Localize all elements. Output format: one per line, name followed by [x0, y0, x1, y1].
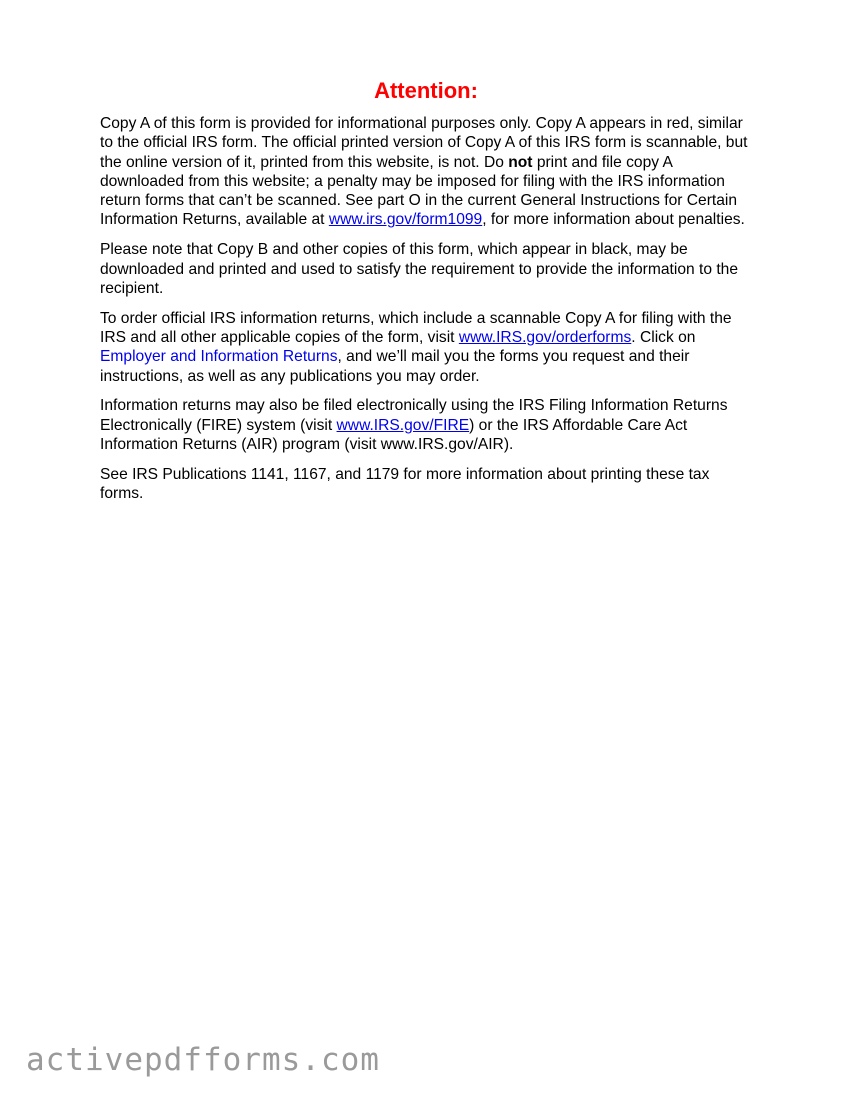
paragraph-order-forms [100, 309, 752, 386]
p1-text-a: Copy A of this form is provided for informational purposes only. Copy A appears in red, similar to the official IRS form. The official printed version of Copy A of this IRS form is scannable, but the online version of it, printed from this website, is not. Do [100, 115, 748, 171]
page-title: Attention: [374, 78, 478, 103]
p1-text-end: , for more information about penalties. [482, 211, 745, 229]
p3-text-end: , and we’ll mail you the forms you request and their instructions, as well as any publications you may order. [100, 348, 690, 385]
paragraph-electronic-filing [100, 396, 752, 454]
paragraph-copy-a-notice [100, 114, 752, 230]
p1-text-b: print and file copy A downloaded from this website; a penalty may be imposed for filing with the IRS information return forms that can’t be scanned. See part O in the current General Instructions for Certain Information Returns, available at [100, 153, 738, 229]
p1-bold-not: not [508, 153, 533, 171]
paragraph-publications: See IRS Publications 1141, 1167, and 1179 for more information about printing these tax forms. [100, 465, 710, 503]
p3-text-mid: . Click on [631, 328, 696, 346]
p3-text-a: To order official IRS information returns, which include a scannable Copy A for filing with the IRS and all other applicable copies of the form, visit [100, 309, 732, 346]
p4-text-a: Information returns may also be filed electronically using the IRS Filing Information Returns Electronically (FIRE) system (visit [100, 397, 728, 434]
notice-body [100, 114, 752, 514]
form1099-link[interactable]: www.irs.gov/form1099 [328, 211, 483, 229]
fire-link[interactable]: www.IRS.gov/FIRE [336, 416, 470, 434]
p4-text-end: ) or the IRS Affordable Care Act Information Returns (AIR) program (visit www.IRS.gov/AIR). [100, 416, 688, 453]
paragraph-copy-b-note: Please note that Copy B and other copies of this form, which appear in black, may be downloaded and printed and used to satisfy the requirement to provide the information to the recipient. [100, 241, 739, 297]
employer-info-returns-link[interactable]: Employer and Information Returns [100, 348, 338, 366]
watermark-text: activepdfforms.com [26, 1042, 380, 1078]
orderforms-link[interactable]: www.IRS.gov/orderforms [458, 328, 632, 346]
